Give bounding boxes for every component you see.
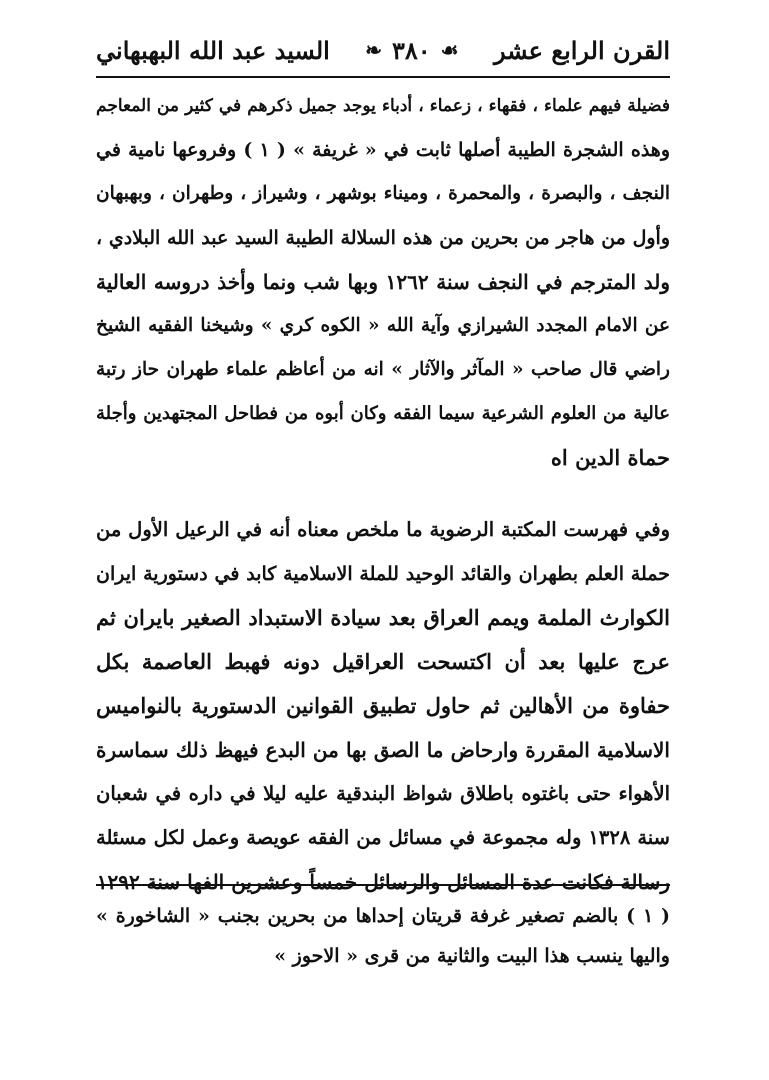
paragraph-1 <box>96 84 670 480</box>
text-line: راضي قال صاحب « المآثر والآثار » انه من أعاظم علماء طهران حاز رتبة <box>96 359 670 380</box>
paragraph-gap <box>96 480 670 508</box>
ornament-right-icon: ☙ <box>440 38 459 62</box>
page-number: ٣٨٠ <box>392 35 431 65</box>
page-number-block <box>365 36 458 65</box>
text-line: حماة الدين اه <box>550 445 670 470</box>
footnote-block <box>96 896 670 976</box>
text-line: وأول من هاجر من بحرين من هذه السلالة الطيبة السيد عبد الله البلادي ، <box>96 227 670 249</box>
text-line: رسالة فكانت عدة المسائل والرسائل خمساً وعشرين الفها سنة ١٢٩٢ <box>96 870 670 894</box>
text-line: ولد المترجم في النجف سنة ١٢٦٢ وبها شب ونما وأخذ دروسه العالية <box>96 270 670 294</box>
header-right-title: القرن الرابع عشر <box>493 35 670 65</box>
text-line: الاسلامية المقررة وارحاض ما الصق بها من البدع فيهظ ذلك سماسرة <box>96 738 670 762</box>
text-line: حفاوة من الأهالين ثم حاول تطبيق القوانين الدستورية بالنواميس <box>96 693 670 718</box>
header-divider <box>96 76 670 78</box>
text-line: وهذه الشجرة الطيبة أصلها ثابت في « غريفة » ( ١ ) وفروعها نامية في <box>96 139 670 161</box>
text-line: عالية من العلوم الشرعية سيما الفقه وكان أبوه من فطاحل المجتهدين وأجلة <box>96 403 670 424</box>
main-text <box>96 84 670 904</box>
running-header <box>96 30 670 70</box>
text-line: النجف ، والبصرة ، والمحمرة ، وميناء بوشهر ، وشيراز ، وطهران ، وبهبهان <box>96 183 670 204</box>
text-line: حملة العلم بطهران والقائد الوحيد للملة الاسلامية كابد في دستورية ايران <box>96 563 670 585</box>
ornament-left-icon: ❧ <box>365 38 382 62</box>
header-left-title: السيد عبد الله البهبهاني <box>96 35 330 65</box>
text-line: وفي فهرست المكتبة الرضوية ما ملخص معناه أنه في الرعيل الأول من <box>96 518 670 541</box>
text-line: الأهواء حتى باغتوه باطلاق شواظ البندقية عليه ليلا في داره في شعبان <box>96 782 670 805</box>
footnote-line: ( ١ ) بالضم تصغير غرفة قريتان إحداها من بحرين بجنب « الشاخورة » <box>96 905 670 927</box>
text-line: فضيلة فيهم علماء ، فقهاء ، زعماء ، أدباء يوجد جميل ذكرهم في كثير من المعاجم <box>96 96 670 116</box>
text-line: الكوارث الملمة ويمم العراق بعد سيادة الاستبداد الصغير بايران ثم <box>96 605 670 630</box>
footnote-divider <box>96 884 670 886</box>
text-line: عرج عليها بعد أن اكتسحت العراقيل دونه فهبط العاصمة بكل <box>96 649 670 674</box>
footnote-line: واليها ينسب هذا البيت والثانية من قرى « الاحوز » <box>274 945 670 967</box>
text-line: سنة ١٣٢٨ وله مجموعة في مسائل من الفقه عويصة وعمل لكل مسئلة <box>96 826 670 849</box>
paragraph-2 <box>96 508 670 904</box>
text-line: عن الامام المجدد الشيرازي وآية الله « الكوه كري » وشيخنا الفقيه الشيخ <box>96 315 670 336</box>
